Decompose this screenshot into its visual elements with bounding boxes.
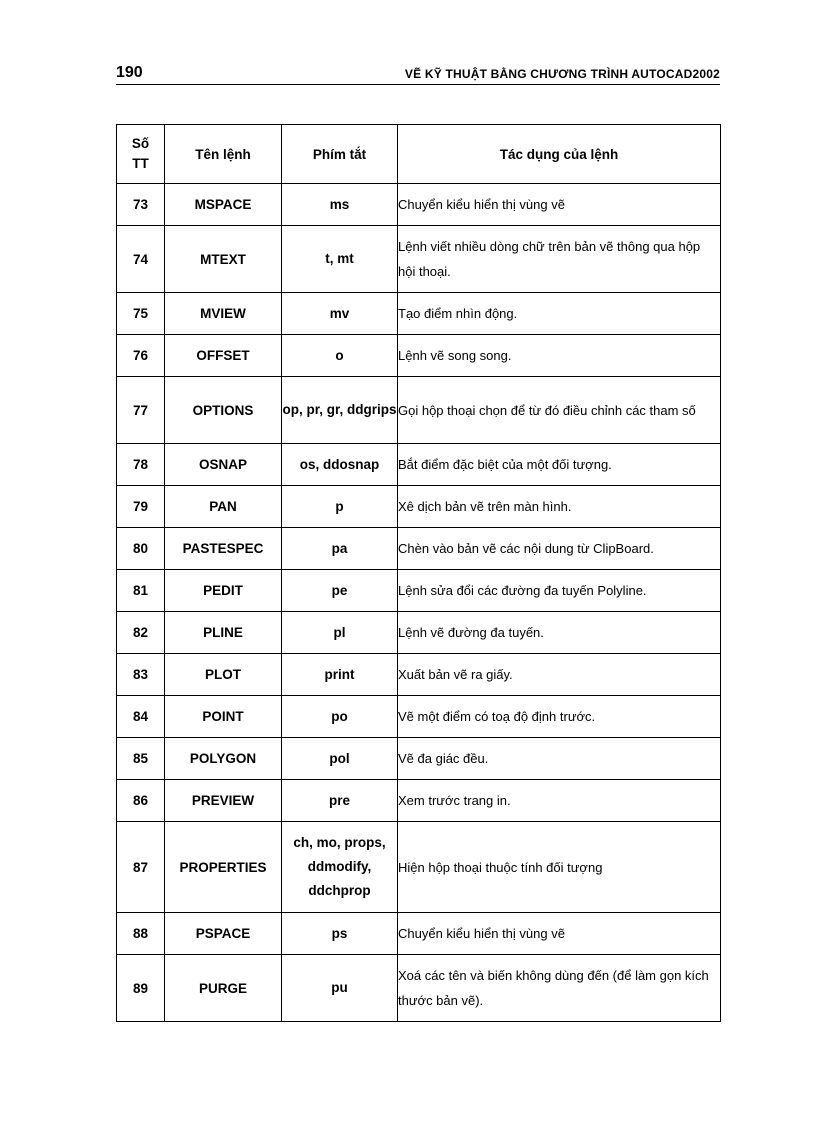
command-effect: Chuyển kiểu hiển thị vùng vẽ (398, 913, 721, 955)
command-effect: Bắt điểm đặc biệt của một đối tượng. (398, 444, 721, 486)
shortcut-keys: pa (282, 528, 398, 570)
command-effect: Chèn vào bản vẽ các nội dung từ ClipBoard. (398, 528, 721, 570)
table-row (117, 612, 721, 654)
row-number: 79 (117, 486, 165, 528)
column-header-command: Tên lệnh (165, 125, 282, 184)
command-effect: Xoá các tên và biến không dùng đến (để làm gọn kích thước bản vẽ). (398, 955, 721, 1022)
command-effect: Tạo điểm nhìn động. (398, 293, 721, 335)
shortcut-keys: p (282, 486, 398, 528)
command-effect: Xuất bản vẽ ra giấy. (398, 654, 721, 696)
shortcut-keys: ps (282, 913, 398, 955)
command-name: PLINE (165, 612, 282, 654)
command-name: PLOT (165, 654, 282, 696)
command-name: PROPERTIES (165, 822, 282, 913)
table-row (117, 696, 721, 738)
shortcut-keys: t, mt (282, 226, 398, 293)
row-number: 75 (117, 293, 165, 335)
running-header-title: VẼ KỸ THUẬT BẰNG CHƯƠNG TRÌNH AUTOCAD2002 (404, 67, 720, 81)
command-name: OPTIONS (165, 377, 282, 444)
column-header-effect: Tác dụng của lệnh (398, 125, 721, 184)
command-effect: Xê dịch bản vẽ trên màn hình. (398, 486, 721, 528)
shortcut-keys: po (282, 696, 398, 738)
command-effect: Lệnh sửa đổi các đường đa tuyến Polyline. (398, 570, 721, 612)
table-row (117, 226, 721, 293)
shortcut-keys: os, ddosnap (282, 444, 398, 486)
row-number: 77 (117, 377, 165, 444)
command-name: PURGE (165, 955, 282, 1022)
shortcut-keys: pl (282, 612, 398, 654)
table-row (117, 486, 721, 528)
table-row (117, 654, 721, 696)
table-row (117, 738, 721, 780)
command-effect: Xem trước trang in. (398, 780, 721, 822)
command-name: OFFSET (165, 335, 282, 377)
command-name: POINT (165, 696, 282, 738)
row-number: 78 (117, 444, 165, 486)
command-effect: Vẽ đa giác đều. (398, 738, 721, 780)
command-name: PAN (165, 486, 282, 528)
row-number: 82 (117, 612, 165, 654)
shortcut-keys: op, pr, gr, ddgrips (282, 377, 398, 444)
command-effect: Lệnh vẽ song song. (398, 335, 721, 377)
shortcut-keys: pre (282, 780, 398, 822)
shortcut-keys: print (282, 654, 398, 696)
shortcut-keys: pe (282, 570, 398, 612)
row-number: 86 (117, 780, 165, 822)
row-number: 73 (117, 184, 165, 226)
command-name: PREVIEW (165, 780, 282, 822)
table-row (117, 335, 721, 377)
table-row (117, 822, 721, 913)
header-rule (116, 84, 720, 85)
command-name: POLYGON (165, 738, 282, 780)
command-name: MTEXT (165, 226, 282, 293)
command-effect: Chuyển kiểu hiển thị vùng vẽ (398, 184, 721, 226)
row-number: 83 (117, 654, 165, 696)
table-row (117, 913, 721, 955)
row-number: 85 (117, 738, 165, 780)
command-name: MSPACE (165, 184, 282, 226)
table-row (117, 955, 721, 1022)
command-name: MVIEW (165, 293, 282, 335)
command-name: PASTESPEC (165, 528, 282, 570)
command-effect: Hiện hộp thoại thuộc tính đối tượng (398, 822, 721, 913)
row-number: 74 (117, 226, 165, 293)
row-number: 80 (117, 528, 165, 570)
shortcut-keys: ch, mo, props, ddmodify, ddchprop (282, 822, 398, 913)
row-number: 87 (117, 822, 165, 913)
command-name: OSNAP (165, 444, 282, 486)
command-name: PEDIT (165, 570, 282, 612)
shortcut-keys: mv (282, 293, 398, 335)
command-effect: Lệnh vẽ đường đa tuyến. (398, 612, 721, 654)
column-header-shortcut: Phím tắt (282, 125, 398, 184)
table-row (117, 184, 721, 226)
shortcut-keys: pol (282, 738, 398, 780)
table-row (117, 570, 721, 612)
command-table (116, 124, 721, 1022)
shortcut-keys: o (282, 335, 398, 377)
row-number: 76 (117, 335, 165, 377)
command-effect: Lệnh viết nhiều dòng chữ trên bản vẽ thông qua hộp hội thoại. (398, 226, 721, 293)
table-row (117, 528, 721, 570)
row-number: 81 (117, 570, 165, 612)
command-name: PSPACE (165, 913, 282, 955)
row-number: 84 (117, 696, 165, 738)
shortcut-keys: ms (282, 184, 398, 226)
shortcut-keys: pu (282, 955, 398, 1022)
column-header-no-line1: Số (131, 136, 150, 151)
table-row (117, 780, 721, 822)
table-header-row (117, 125, 721, 184)
page-number: 190 (116, 64, 143, 81)
command-effect: Vẽ một điểm có toạ độ định trước. (398, 696, 721, 738)
table-row (117, 377, 721, 444)
table-row (117, 444, 721, 486)
row-number: 89 (117, 955, 165, 1022)
column-header-no (117, 125, 165, 184)
row-number: 88 (117, 913, 165, 955)
column-header-no-line2: TT (132, 156, 149, 171)
command-effect: Gọi hộp thoại chọn để từ đó điều chỉnh các tham số (398, 377, 721, 444)
table-row (117, 293, 721, 335)
